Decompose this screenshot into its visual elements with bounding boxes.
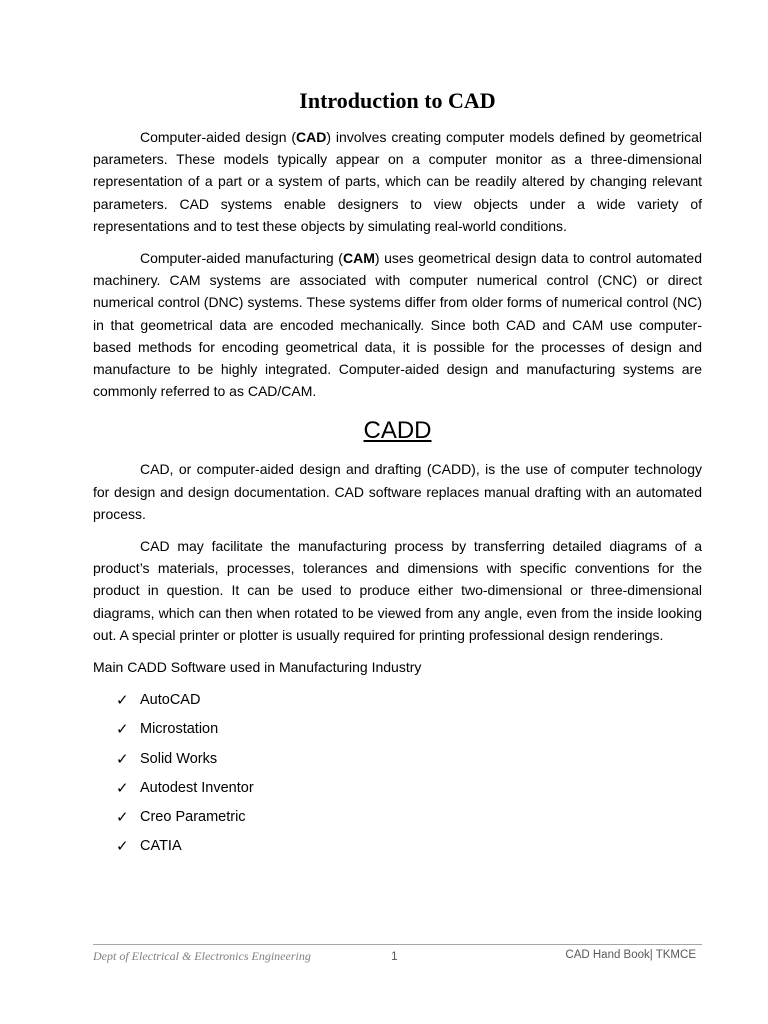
checkmark-icon: ✓ xyxy=(116,779,129,797)
page-number: 1 xyxy=(391,949,398,963)
checkmark-icon: ✓ xyxy=(116,750,129,768)
software-name: CATIA xyxy=(140,838,182,855)
software-name: Solid Works xyxy=(140,750,218,767)
bold-term: CAD xyxy=(296,129,327,145)
bold-term: CAM xyxy=(342,250,375,267)
list-item xyxy=(116,686,702,715)
page-footer xyxy=(93,944,702,969)
software-list xyxy=(93,686,702,861)
list-item xyxy=(116,832,702,861)
footer-department: Dept of Electrical & Electronics Engineering xyxy=(93,949,311,963)
document-page xyxy=(93,84,702,861)
list-item xyxy=(116,803,702,832)
checkmark-icon: ✓ xyxy=(116,809,129,827)
list-item xyxy=(116,715,702,744)
cad-intro-paragraph: Computer-aided design (CAD) involves creating computer models defined by geometrical parameters. These models typically appear on a computer monitor as a three-dimensional representation of a part or a system of parts, which can be readily altered by changing relevant parameters. CAD systems enable designers to view objects under a wide variety of representations and to test these objects by simulating real-world conditions. xyxy=(93,129,702,234)
software-list-title: Main CADD Software used in Manufacturing Industry xyxy=(93,659,422,676)
checkmark-icon: ✓ xyxy=(116,838,129,856)
checkmark-icon: ✓ xyxy=(116,721,129,739)
list-item xyxy=(116,774,702,803)
footer-book-title: CAD Hand Book| TKMCE xyxy=(565,949,696,961)
checkmark-icon: ✓ xyxy=(116,692,129,710)
software-name: Creo Parametric xyxy=(140,809,246,826)
cadd-definition-paragraph: CAD, or computer-aided design and drafting (CADD), is the use of computer technology for design and design documentation. CAD software replaces manual drafting with an automated process. xyxy=(93,461,702,522)
software-name: Microstation xyxy=(140,721,219,738)
software-name: AutoCAD xyxy=(140,692,201,709)
list-item xyxy=(116,745,702,774)
page-title: Introduction to CAD xyxy=(299,88,496,113)
cadd-heading: CADD xyxy=(363,417,432,445)
software-name: Autodest Inventor xyxy=(140,779,254,796)
cadd-manufacturing-paragraph: CAD may facilitate the manufacturing process by transferring detailed diagrams of a product’s materials, processes, tolerances and dimensions with specific conventions for the product in question. It can be used to produce either two-dimensional or three-dimensional diagrams, which can then when rotated to be viewed from any angle, even from the inside looking out. A special printer or plotter is usually required for printing professional design renderings. xyxy=(93,538,702,643)
cam-intro-paragraph: Computer-aided manufacturing (CAM) uses geometrical design data to control automated machinery. CAM systems are associated with computer numerical control (CNC) or direct numerical control (DNC) systems. These systems differ from older forms of numerical control (NC) in that geometrical data are encoded mechanically. Since both CAD and CAM use computer-based methods for encoding geometrical data, it is possible for the processes of design and manufacture to be highly integrated. Computer-aided design and manufacturing systems are commonly referred to as CAD/CAM. xyxy=(93,250,703,400)
